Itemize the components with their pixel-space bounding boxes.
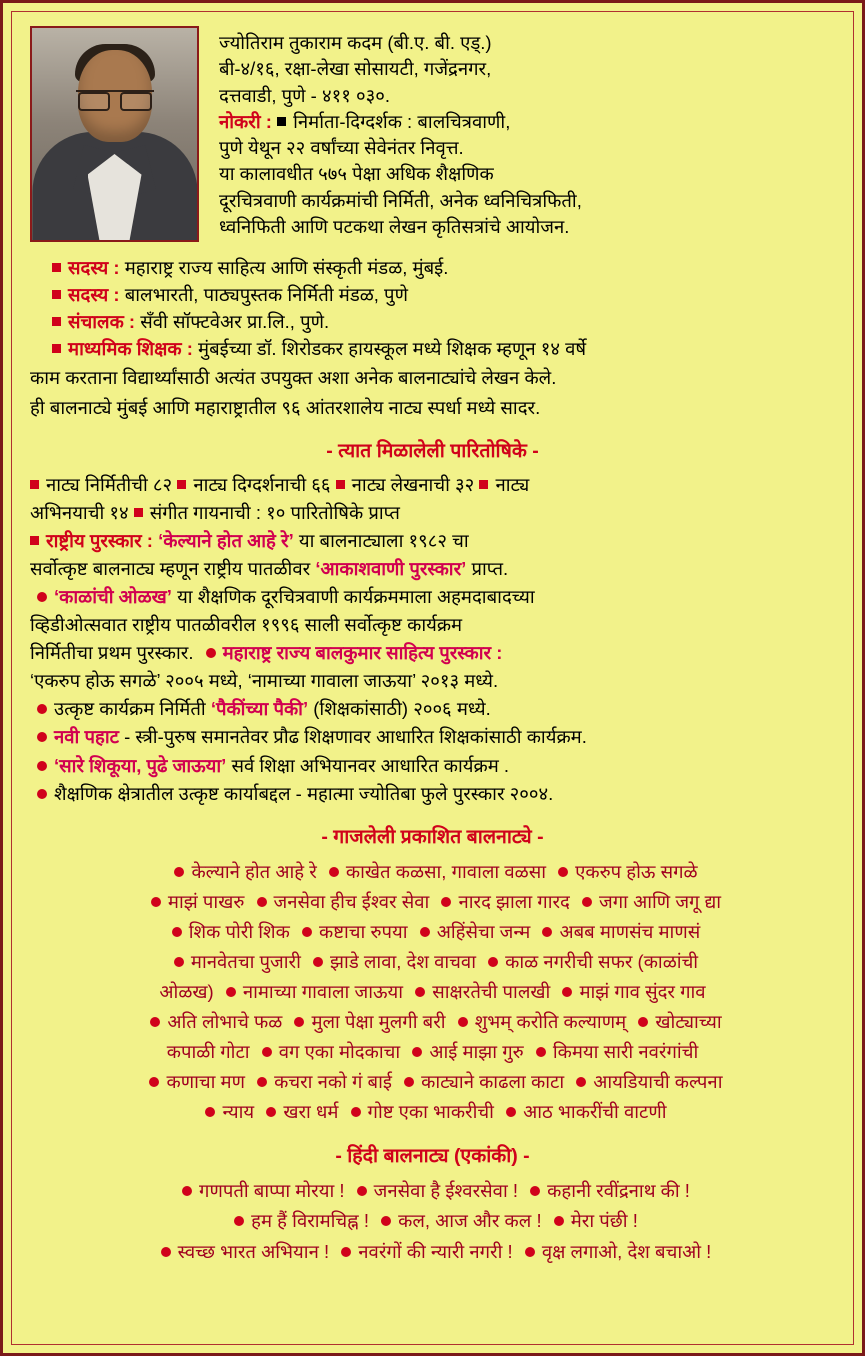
plays-row	[30, 1067, 835, 1097]
national-award-line-1	[30, 527, 835, 555]
award-item-2-line-1	[30, 583, 835, 611]
play-title-cont: कपाळी गोटा	[166, 1040, 250, 1062]
bullet-square-icon	[134, 508, 143, 517]
award-item-4-title: ‘पैकींच्या पैकी’	[210, 698, 309, 720]
plays-row	[30, 977, 835, 1007]
hindi-play-title: जनसेवा है ईश्वरसेवा !	[373, 1179, 519, 1201]
play-title: न्याय	[222, 1100, 255, 1122]
job-label: नोकरी :	[219, 110, 272, 132]
role-item	[30, 308, 835, 335]
bullet-dot-icon	[313, 957, 323, 967]
job-line-4: दूरचित्रवाणी कार्यक्रमांची निर्मिती, अनेक ध्वनिचित्रफिती,	[219, 189, 582, 211]
award-item-7	[30, 780, 835, 808]
bullet-dot-icon	[302, 927, 312, 937]
hindi-play-title: कल, आज और कल !	[398, 1210, 542, 1232]
award-count-value: ८२	[152, 473, 173, 495]
plays-section-title: - गाजलेली प्रकाशित बालनाट्ये -	[321, 825, 544, 848]
bullet-dot-icon	[149, 1077, 159, 1087]
award-count-label: नाट्य लेखनाची	[351, 473, 450, 495]
bullet-dot-icon	[172, 927, 182, 937]
award-item-5-title: नवी पहाट	[54, 726, 119, 748]
role-label: संचालक :	[68, 311, 136, 332]
bullet-dot-icon	[536, 1047, 546, 1057]
job-line-3: या कालावधीत ५७५ पेक्षा अधिक शैक्षणिक	[219, 163, 494, 185]
award-item-4-text-a: उत्कृष्ट कार्यक्रम निर्मिती	[54, 698, 206, 720]
hindi-row	[30, 1237, 835, 1268]
award-item-2-line-3	[30, 639, 835, 667]
role-para-line: काम करताना विद्यार्थ्यांसाठी अत्यंत उपयुक्त अशा अनेक बालनाट्यांचे लेखन केले.	[30, 367, 557, 388]
bullet-dot-icon	[206, 648, 216, 658]
play-title: कष्टाचा रुपया	[319, 920, 408, 942]
role-item	[30, 254, 835, 281]
award-item-6	[30, 752, 835, 780]
plays-row	[30, 947, 835, 977]
bullet-dot-icon	[150, 1017, 160, 1027]
play-title: मानवेतचा पुजारी	[190, 950, 301, 972]
bullet-dot-icon	[37, 592, 47, 602]
plays-row	[30, 917, 835, 947]
bullet-dot-icon	[415, 987, 425, 997]
hindi-play-title: गणपती बाप्पा मोरया !	[199, 1179, 345, 1201]
play-title: केल्याने होत आहे रे	[191, 860, 317, 882]
award-item-4-text-c: (शिक्षकांसाठी) २००६ मध्ये.	[313, 698, 491, 720]
bullet-dot-icon	[182, 1186, 192, 1196]
role-text: महाराष्ट्र राज्य साहित्य आणि संस्कृती मंडळ, मुंबई.	[124, 257, 449, 278]
hindi-plays-list	[30, 1176, 835, 1268]
role-text: सॅंवी सॉफ्टवेअर प्रा.लि., पुणे.	[140, 311, 330, 332]
play-title-cont: ओळख)	[159, 980, 214, 1002]
bullet-dot-icon	[262, 1047, 272, 1057]
hindi-play-title: हम हैं विरामचिह्न !	[251, 1210, 369, 1232]
awards-section-title: - त्यात मिळालेली पारितोषिके -	[326, 439, 539, 462]
plays-row	[30, 857, 835, 887]
play-title: आठ भाकरींची वाटणी	[523, 1100, 667, 1122]
bullet-dot-icon	[357, 1186, 367, 1196]
role-text: बालभारती, पाठ्यपुस्तक निर्मिती मंडळ, पुणे	[124, 284, 408, 305]
bullet-dot-icon	[174, 957, 184, 967]
play-title: गोष्ट एका भाकरीची	[367, 1100, 494, 1122]
bullet-dot-icon	[161, 1247, 171, 1257]
address-line-2: दत्तवाडी, पुणे - ४११ ०३०.	[219, 84, 390, 106]
play-title: अबब माणसंच माणसं	[559, 920, 701, 942]
bullet-dot-icon	[525, 1247, 535, 1257]
bullet-dot-icon	[638, 1017, 648, 1027]
play-title: जगा आणि जगू द्या	[599, 890, 722, 912]
bullet-dot-icon	[542, 927, 552, 937]
bullet-dot-icon	[412, 1047, 422, 1057]
award-count-line2-b: संगीत गायनाची : १० पारितोषिके प्राप्त	[149, 501, 400, 523]
role-text: मुंबईच्या डॉ. शिरोडकर हायस्कूल मध्ये शिक्षक म्हणून १४ वर्षे	[198, 338, 587, 359]
award-item-2-title: ‘काळांची ओळख’	[54, 585, 172, 607]
award-item-2-line-2: व्हिडीओत्सवात राष्ट्रीय पातळीवरील १९९६ साली सर्वोत्कृष्ट कार्यक्रम	[30, 614, 463, 636]
job-text-1: निर्माता-दिग्दर्शक : बालचित्रवाणी,	[293, 110, 511, 132]
play-title: मुला पेक्षा मुलगी बरी	[311, 1010, 446, 1032]
play-title: एकरुप होऊ सगळे	[575, 860, 698, 882]
plays-row	[30, 887, 835, 917]
awards-list	[30, 471, 835, 808]
bullet-dot-icon	[234, 1216, 244, 1226]
play-title: साक्षरतेची पालखी	[432, 980, 551, 1002]
plays-list	[30, 857, 835, 1127]
hindi-section-title: - हिंदी बालनाट्य (एकांकी) -	[335, 1144, 530, 1167]
play-title: शुभम् करोति कल्याणम्	[474, 1010, 627, 1032]
bullet-dot-icon	[506, 1107, 516, 1117]
award-item-5-text: - स्त्री-पुरुष समानतेवर प्रौढ शिक्षणावर आधारित शिक्षकांसाठी कार्यक्रम.	[124, 726, 587, 748]
bullet-square-icon	[52, 290, 61, 299]
bullet-square-icon	[479, 480, 488, 489]
national-award-play: ‘केल्याने होत आहे रे’	[158, 529, 294, 551]
bullet-dot-icon	[488, 957, 498, 967]
award-item-2-text-a: निर्मितीचा प्रथम पुरस्कार.	[30, 642, 194, 664]
hindi-row	[30, 1176, 835, 1207]
bullet-square-icon	[52, 344, 61, 353]
bullet-dot-icon	[554, 1216, 564, 1226]
job-line-5: ध्वनिफिती आणि पटकथा लेखन कृतिसत्रांचे आयोजन.	[219, 215, 570, 237]
bullet-dot-icon	[530, 1186, 540, 1196]
play-title: वग एका मोदकाचा	[278, 1040, 401, 1062]
national-award-text-c: प्राप्त.	[471, 557, 509, 579]
play-title: नामाच्या गावाला जाऊया	[242, 980, 404, 1002]
portrait-photo	[30, 26, 199, 242]
bullet-dot-icon	[562, 987, 572, 997]
hindi-row	[30, 1206, 835, 1237]
bullet-dot-icon	[151, 897, 161, 907]
bullet-square-icon	[177, 480, 186, 489]
hindi-play-title: स्वच्छ भारत अभियान !	[177, 1240, 330, 1262]
bullet-dot-icon	[351, 1107, 361, 1117]
play-title: नारद झाला गारद	[458, 890, 570, 912]
play-title: काट्याने काढला काटा	[421, 1070, 565, 1092]
person-name: ज्योतिराम तुकाराम कदम (बी.ए. बी. एड्.)	[219, 32, 492, 53]
plays-row	[30, 1007, 835, 1037]
play-title: खोट्याच्या	[655, 1010, 722, 1032]
bullet-dot-icon	[257, 897, 267, 907]
national-award-line-2	[30, 555, 835, 583]
bullet-dot-icon	[558, 867, 568, 877]
bullet-dot-icon	[257, 1077, 267, 1087]
award-count-value: ३२	[455, 473, 475, 495]
bullet-square-icon	[336, 480, 345, 489]
role-para-line: ही बालनाट्ये मुंबई आणि महाराष्ट्रातील ९६ आंतरशालेय नाट्य स्पर्धा मध्ये सादर.	[30, 396, 541, 418]
play-title: अहिंसेचा जन्म	[436, 920, 531, 942]
bullet-dot-icon	[329, 867, 339, 877]
job-line-1	[219, 109, 835, 135]
play-title: काखेत कळसा, गावाला वळसा	[345, 860, 546, 882]
play-title: कणाचा मण	[166, 1070, 245, 1092]
role-label: माध्यमिक शिक्षक :	[68, 338, 193, 359]
role-label: सदस्य :	[68, 284, 120, 305]
bullet-dot-icon	[458, 1017, 468, 1027]
award-count-label: नाट्य निर्मितीची	[46, 473, 148, 495]
roles-list	[30, 254, 835, 422]
header-text-block	[219, 26, 835, 240]
header	[30, 26, 835, 242]
bullet-square-icon	[52, 317, 61, 326]
awards-count-row-2	[30, 499, 835, 527]
national-award-label: राष्ट्रीय पुरस्कार :	[46, 529, 153, 551]
hindi-play-title: वृक्ष लगाओ, देश बचाओ !	[541, 1240, 712, 1262]
award-item-3: ‘एकरुप होऊ सगळे’ २००५ मध्ये, ‘नामाच्या गावाला जाऊया’ २०१३ मध्ये.	[30, 670, 499, 692]
hindi-play-title: मेरा पंछी !	[570, 1210, 638, 1232]
award-item-5	[30, 723, 835, 751]
address-line-1: बी-४/१६, रक्षा-लेखा सोसायटी, गजेंद्रनगर,	[219, 58, 492, 80]
play-title: किमया सारी नवरंगांची	[552, 1040, 699, 1062]
play-title: माझं पाखरु	[167, 890, 245, 912]
plays-row	[30, 1037, 835, 1067]
plays-row	[30, 1097, 835, 1127]
bullet-dot-icon	[37, 789, 47, 799]
bullet-dot-icon	[37, 761, 47, 771]
poster-inner-border	[11, 11, 854, 1345]
play-title: शिक पोरी शिक	[188, 920, 290, 942]
play-title: काळ नगरीची सफर (काळांची	[505, 950, 699, 972]
award-count-label: नाट्य	[495, 473, 530, 495]
bullet-dot-icon	[37, 704, 47, 714]
bullet-dot-icon	[420, 927, 430, 937]
bullet-square-icon	[30, 480, 39, 489]
bullet-dot-icon	[341, 1247, 351, 1257]
award-count-value: ६६	[311, 473, 331, 495]
play-title: खरा धर्म	[283, 1100, 339, 1122]
award-item-6-text: सर्व शिक्षा अभियानवर आधारित कार्यक्रम .	[231, 754, 510, 776]
bullet-dot-icon	[226, 987, 236, 997]
play-title: जनसेवा हीच ईश्वर सेवा	[273, 890, 430, 912]
national-award-text-a: सर्वोत्कृष्ट बालनाट्य म्हणून राष्ट्रीय पातळीवर	[30, 557, 311, 579]
role-item	[30, 335, 835, 362]
bullet-dot-icon	[37, 732, 47, 742]
play-title: आई माझा गुरु	[429, 1040, 524, 1062]
bullet-dot-icon	[205, 1107, 215, 1117]
award-item-2-text: या शैक्षणिक दूरचित्रवाणी कार्यक्रममाला अहमदाबादच्या	[177, 585, 535, 607]
play-title: अति लोभाचे फळ	[167, 1010, 283, 1032]
bullet-dot-icon	[404, 1077, 414, 1087]
award-count-label: नाट्य दिग्दर्शनाची	[193, 473, 307, 495]
bullet-square-icon	[277, 117, 286, 126]
bullet-dot-icon	[576, 1077, 586, 1087]
award-count-line2-a: अभिनयाची १४	[30, 501, 129, 523]
bullet-dot-icon	[441, 897, 451, 907]
bullet-dot-icon	[174, 867, 184, 877]
hindi-play-title: नवरंगों की न्यारी नगरी !	[358, 1240, 513, 1262]
play-title: झाडे लावा, देश वाचवा	[330, 950, 477, 972]
national-award-text: या बालनाट्याला १९८२ चा	[298, 529, 469, 551]
bullet-dot-icon	[582, 897, 592, 907]
role-item	[30, 281, 835, 308]
job-line-2: पुणे येथून २२ वर्षांच्या सेवेनंतर निवृत्त.	[219, 137, 464, 159]
awards-count-row	[30, 471, 835, 499]
bullet-dot-icon	[266, 1107, 276, 1117]
hindi-play-title: कहानी रवींद्रनाथ की !	[547, 1179, 690, 1201]
play-title: माझं गाव सुंदर गाव	[579, 980, 706, 1002]
award-item-4	[30, 695, 835, 723]
play-title: आयडियाची कल्पना	[593, 1070, 723, 1092]
award-item-6-title: ‘सारे शिकूया, पुढे जाऊया’	[54, 754, 227, 776]
bullet-dot-icon	[294, 1017, 304, 1027]
award-item-7-text: शैक्षणिक क्षेत्रातील उत्कृष्ट कार्याबद्दल - महात्मा ज्योतिबा फुले पुरस्कार २००४.	[54, 782, 554, 804]
award-item-2-prize: महाराष्ट्र राज्य बालकुमार साहित्य पुरस्कार :	[222, 642, 503, 664]
bullet-square-icon	[52, 263, 61, 272]
play-title: कचरा नको गं बाई	[274, 1070, 392, 1092]
bullet-square-icon	[30, 536, 39, 545]
bullet-dot-icon	[381, 1216, 391, 1226]
national-award-prize: ‘आकाशवाणी पुरस्कार’	[315, 557, 467, 579]
role-label: सदस्य :	[68, 257, 120, 278]
